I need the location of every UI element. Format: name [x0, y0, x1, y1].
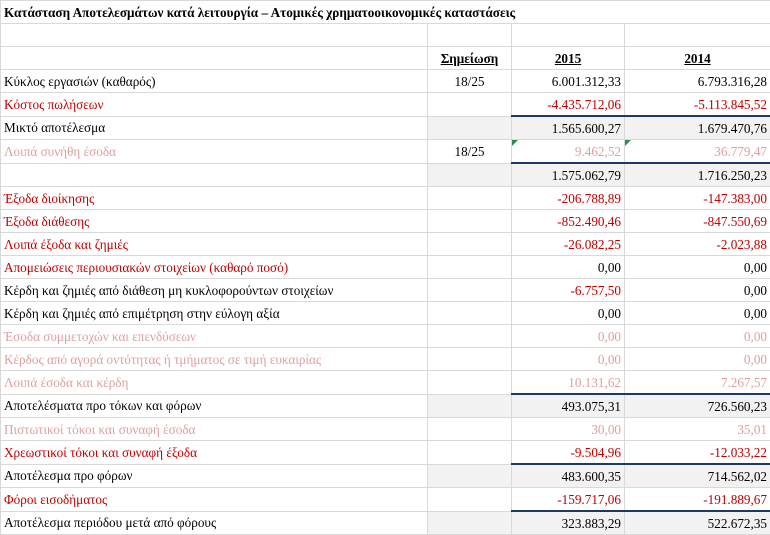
- row-note[interactable]: [428, 348, 512, 371]
- row-other-expenses: [1, 233, 770, 256]
- cell[interactable]: [1, 24, 428, 47]
- header-row: [1, 47, 770, 70]
- row-note[interactable]: [428, 302, 512, 325]
- row-label[interactable]: Έσοδα συμμετοχών και επενδύσεων: [1, 325, 428, 348]
- row-subtotal: [1, 163, 770, 187]
- row-net-result: [1, 511, 770, 535]
- row-ebit: [1, 394, 770, 418]
- header-note[interactable]: Σημείωση: [428, 47, 512, 70]
- value-2015[interactable]: 323.883,29: [512, 511, 625, 535]
- row-other-gains: [1, 371, 770, 395]
- row-cost-of-sales: [1, 93, 770, 117]
- value-2014[interactable]: 7.267,57: [625, 371, 770, 395]
- cell[interactable]: [512, 24, 625, 47]
- row-note[interactable]: [428, 418, 512, 441]
- value-2015[interactable]: 6.001.312,33: [512, 70, 625, 93]
- row-label[interactable]: Αποτέλεσμα περιόδου μετά από φόρους: [1, 511, 428, 535]
- value-2014[interactable]: 1.716.250,23: [625, 163, 770, 187]
- value-2014[interactable]: 36.779,47: [625, 140, 770, 164]
- row-label[interactable]: Κέρδος από αγορά οντότητας ή τμήματος σε τιμή ευκαιρίας: [1, 348, 428, 371]
- value-2014[interactable]: 0,00: [625, 279, 770, 302]
- row-interest-income: [1, 418, 770, 441]
- header-2015[interactable]: 2015: [512, 47, 625, 70]
- value-2015[interactable]: -6.757,50: [512, 279, 625, 302]
- row-note[interactable]: [428, 210, 512, 233]
- value-2015[interactable]: -9.504,96: [512, 441, 625, 465]
- header-2014[interactable]: 2014: [625, 47, 770, 70]
- row-impairments: [1, 256, 770, 279]
- row-label[interactable]: Αποτελέσματα προ τόκων και φόρων: [1, 394, 428, 418]
- value-2015[interactable]: -852.490,46: [512, 210, 625, 233]
- value-2014[interactable]: 0,00: [625, 302, 770, 325]
- row-label[interactable]: Λοιπά συνήθη έσοδα: [1, 140, 428, 164]
- row-disposal-gains: [1, 279, 770, 302]
- row-label[interactable]: Κύκλος εργασιών (καθαρός): [1, 70, 428, 93]
- row-label[interactable]: Μικτό αποτέλεσμα: [1, 116, 428, 140]
- value-2014[interactable]: 0,00: [625, 325, 770, 348]
- row-note[interactable]: [428, 488, 512, 512]
- value-2015[interactable]: 30,00: [512, 418, 625, 441]
- row-income-tax: [1, 488, 770, 512]
- value-2015[interactable]: 1.575.062,79: [512, 163, 625, 187]
- row-label[interactable]: Κέρδη και ζημιές από επιμέτρηση στην εύλογη αξία: [1, 302, 428, 325]
- row-note[interactable]: 18/25: [428, 140, 512, 164]
- row-note[interactable]: [428, 233, 512, 256]
- row-note[interactable]: [428, 279, 512, 302]
- value-2014[interactable]: 6.793.316,28: [625, 70, 770, 93]
- value-2015[interactable]: 9.462,52: [512, 140, 625, 164]
- row-label[interactable]: Πιστωτικοί τόκοι και συναφή έσοδα: [1, 418, 428, 441]
- value-2015[interactable]: 0,00: [512, 302, 625, 325]
- value-2015[interactable]: 0,00: [512, 348, 625, 371]
- row-note[interactable]: [428, 371, 512, 395]
- value-2014[interactable]: 0,00: [625, 256, 770, 279]
- value-2014[interactable]: -147.383,00: [625, 187, 770, 210]
- row-interest-expense: [1, 441, 770, 465]
- cell[interactable]: [428, 24, 512, 47]
- row-bargain-purchase: [1, 348, 770, 371]
- row-label[interactable]: Αποτέλεσμα προ φόρων: [1, 464, 428, 488]
- row-note[interactable]: 18/25: [428, 70, 512, 93]
- row-label[interactable]: Απομειώσεις περιουσιακών στοιχείων (καθαρό ποσό): [1, 256, 428, 279]
- row-note[interactable]: [428, 256, 512, 279]
- row-selling-expenses: [1, 210, 770, 233]
- row-note[interactable]: [428, 116, 512, 140]
- row-note[interactable]: [428, 187, 512, 210]
- value-2014[interactable]: 0,00: [625, 348, 770, 371]
- value-2014[interactable]: -2.023,88: [625, 233, 770, 256]
- row-fair-value-gains: [1, 302, 770, 325]
- value-2014[interactable]: 1.679.470,76: [625, 116, 770, 140]
- row-note[interactable]: [428, 511, 512, 535]
- cell[interactable]: [625, 24, 770, 47]
- row-label[interactable]: Έξοδα διοίκησης: [1, 187, 428, 210]
- header-label-cell[interactable]: [1, 47, 428, 70]
- value-2014[interactable]: 726.560,23: [625, 394, 770, 418]
- value-2015[interactable]: 10.131,62: [512, 371, 625, 395]
- value-2015[interactable]: 0,00: [512, 256, 625, 279]
- row-note[interactable]: [428, 163, 512, 187]
- blank-row: [1, 24, 770, 47]
- row-note[interactable]: [428, 325, 512, 348]
- value-2014[interactable]: 714.562,02: [625, 464, 770, 488]
- title-row: [1, 1, 770, 24]
- row-investment-income: [1, 325, 770, 348]
- row-note[interactable]: [428, 394, 512, 418]
- row-label[interactable]: Κόστος πωλήσεων: [1, 93, 428, 117]
- row-label[interactable]: Έξοδα διάθεσης: [1, 210, 428, 233]
- row-label[interactable]: Φόροι εισοδήματος: [1, 488, 428, 512]
- value-2015[interactable]: 493.075,31: [512, 394, 625, 418]
- value-2015[interactable]: -26.082,25: [512, 233, 625, 256]
- statement-title[interactable]: Κατάσταση Αποτελεσμάτων κατά λειτουργία – Ατομικές χρηματοοικονομικές καταστάσεις: [1, 1, 770, 24]
- value-2015[interactable]: -159.717,06: [512, 488, 625, 512]
- row-label[interactable]: Χρεωστικοί τόκοι και συναφή έξοδα: [1, 441, 428, 465]
- value-2014[interactable]: -5.113.845,52: [625, 93, 770, 117]
- value-2014[interactable]: 35,01: [625, 418, 770, 441]
- value-2015[interactable]: 0,00: [512, 325, 625, 348]
- value-2014[interactable]: -12.033,22: [625, 441, 770, 465]
- row-note[interactable]: [428, 93, 512, 117]
- row-profit-before-tax: [1, 464, 770, 488]
- value-2015[interactable]: 483.600,35: [512, 464, 625, 488]
- row-note[interactable]: [428, 464, 512, 488]
- value-2015[interactable]: -4.435.712,06: [512, 93, 625, 117]
- row-other-income: [1, 140, 770, 164]
- row-note[interactable]: [428, 441, 512, 465]
- row-gross-result: [1, 116, 770, 140]
- row-label[interactable]: Λοιπά έξοδα και ζημιές: [1, 233, 428, 256]
- value-2014[interactable]: -191.889,67: [625, 488, 770, 512]
- value-2014[interactable]: 522.672,35: [625, 511, 770, 535]
- row-label[interactable]: [1, 163, 428, 187]
- value-2015[interactable]: -206.788,89: [512, 187, 625, 210]
- row-turnover: [1, 70, 770, 93]
- value-2014[interactable]: -847.550,69: [625, 210, 770, 233]
- row-label[interactable]: Κέρδη και ζημιές από διάθεση μη κυκλοφορούντων στοιχείων: [1, 279, 428, 302]
- value-2015[interactable]: 1.565.600,27: [512, 116, 625, 140]
- row-admin-expenses: [1, 187, 770, 210]
- row-label[interactable]: Λοιπά έσοδα και κέρδη: [1, 371, 428, 395]
